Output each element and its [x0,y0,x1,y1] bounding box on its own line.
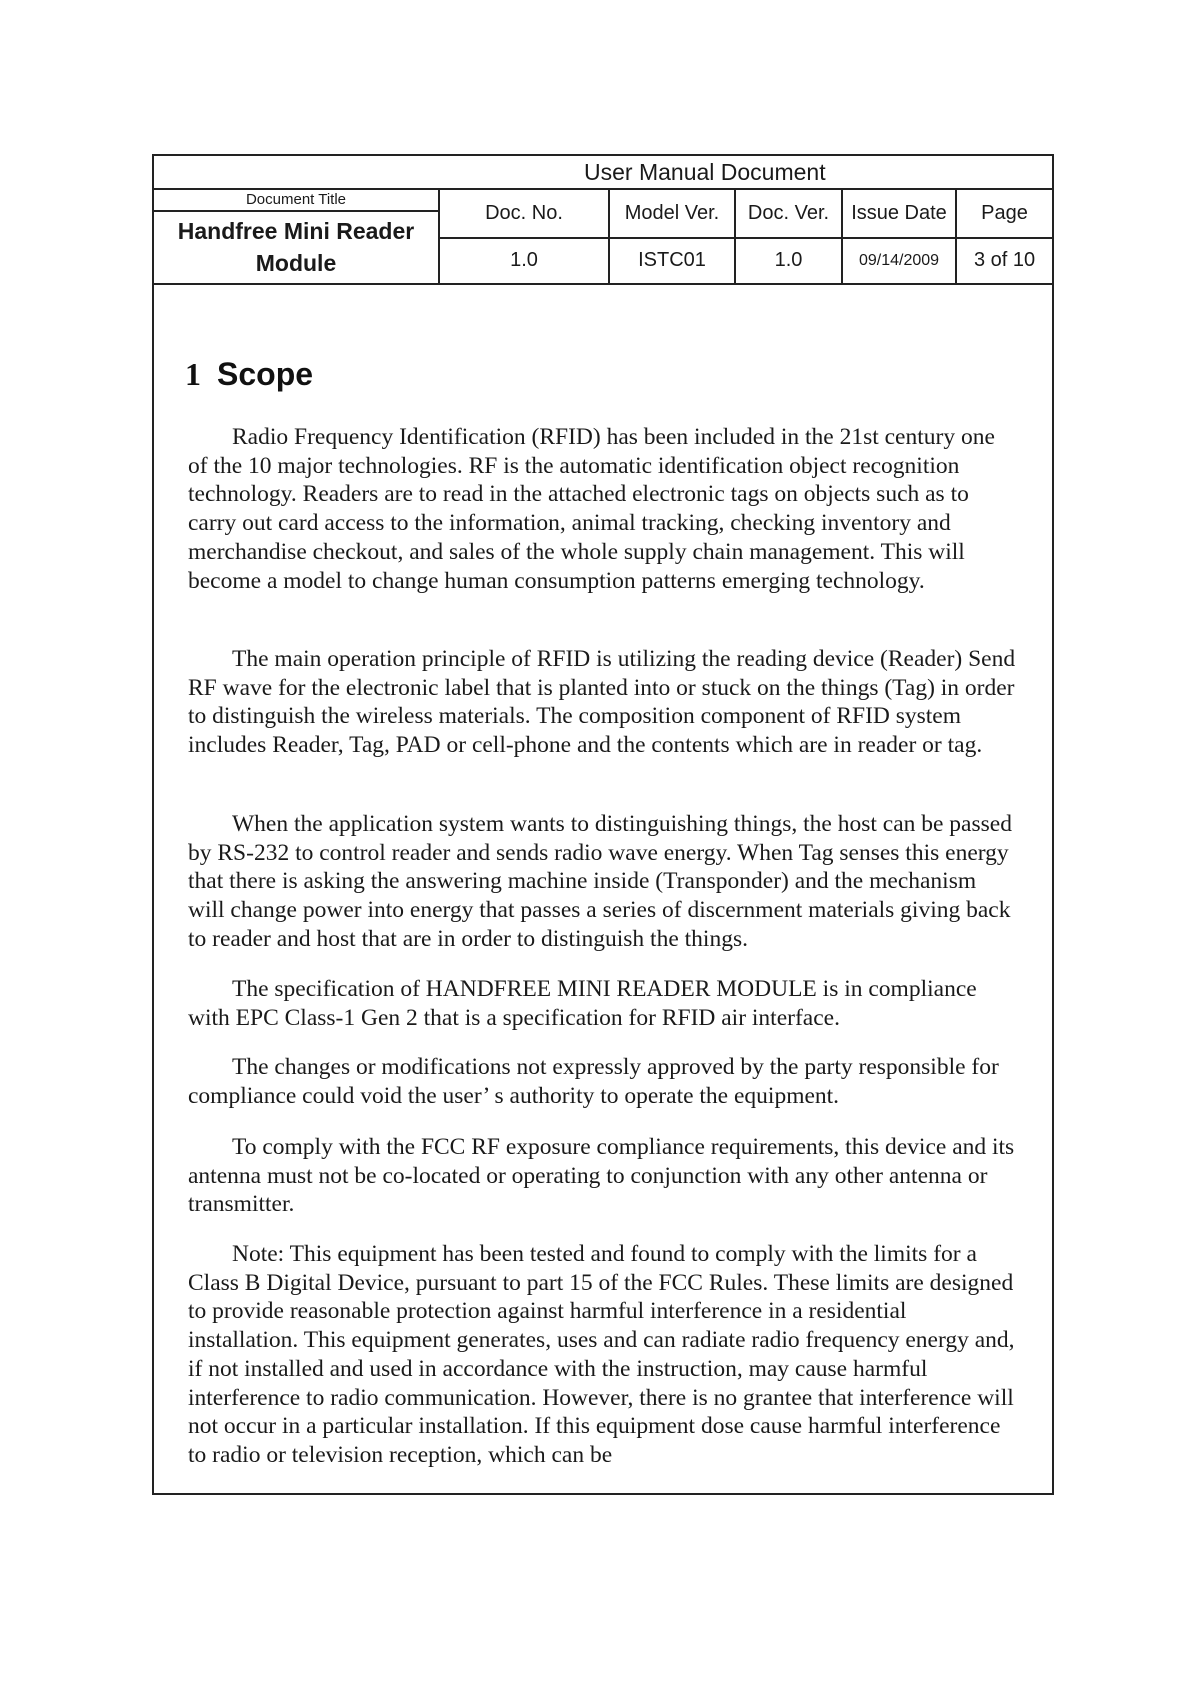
section-title: Scope [217,356,314,392]
paragraph-5 [188,1053,1018,1110]
doc-ver-header: Doc. Ver. [735,189,842,238]
model-ver-header: Model Ver. [609,189,735,238]
paragraph-1-text: Radio Frequency Identification (RFID) has been included in the 21st century one of the 10 major technologies. RF is the automatic identification object recognition technology. Readers are to read in the attached electronic tags on objects such as to carry out card access to the information, animal tracking, checking inventory and merchandise checkout, and sales of the whole supply chain management. This will become a model to change human consumption patterns emerging technology. [188,424,995,594]
doc-ver-value: 1.0 [735,238,842,285]
document-title-cell [154,189,439,284]
paragraph-6-text: To comply with the FCC RF exposure compliance requirements, this device and its antenna must not be co-located or operating to conjunction with any other antenna or transmitter. [188,1134,1015,1218]
paragraph-7 [188,1240,1018,1470]
doc-no-value: 1.0 [439,238,609,285]
paragraph-5-text: The changes or modifications not expressly approved by the party responsible for compliance could void the user’ s authority to operate the equipment. [188,1054,999,1109]
section-heading [185,356,313,393]
paragraph-2-text: The main operation principle of RFID is utilizing the reading device (Reader) Send RF wave for the electronic label that is planted into or stuck on the things (Tag) in order to distinguish the wireless materials. The composition component of RFID system includes Reader, Tag, PAD or cell-phone and the contents which are in reader or tag. [188,646,1016,759]
page-value: 3 of 10 [956,238,1052,285]
page-header: Page [956,189,1052,238]
document-header-table [154,156,1052,285]
paragraph-1 [188,423,1018,595]
issue-date-value: 09/14/2009 [842,238,956,285]
paragraph-3 [188,810,1018,954]
doc-no-header: Doc. No. [439,189,609,238]
paragraph-6 [188,1133,1018,1219]
paragraph-4-text: The specification of HANDFREE MINI READER MODULE is in compliance with EPC Class-1 Gen 2 that is a specification for RFID air interface. [188,976,977,1031]
paragraph-3-text: When the application system wants to distinguishing things, the host can be passed by RS-232 to control reader and sends radio wave energy. When Tag senses this energy that there is asking the answering machine inside (Transponder) and the mechanism will change power into energy that passes a series of discernment materials giving back to reader and host that are in order to distinguish the things. [188,811,1012,952]
model-ver-value: ISTC01 [609,238,735,285]
document-title-label: Document Title [154,190,438,212]
paragraph-7-text: Note: This equipment has been tested and found to comply with the limits for a Class B Digital Device, pursuant to part 15 of the FCC Rules. These limits are designed to provide reasonable protection against harmful interference in a residential installation. This equipment generates, uses and can radiate radio frequency energy and, if not installed and used in accordance with the instruction, may cause harmful interference to radio communication. However, there is no grantee that interference will not occur in a particular installation. If this equipment dose cause harmful interference to radio or television reception, which can be [188,1241,1015,1468]
document-title: Handfree Mini Reader Module [177,218,415,276]
paragraph-2 [188,645,1018,760]
paragraph-4 [188,975,1018,1032]
issue-date-header: Issue Date [842,189,956,238]
section-number: 1 [185,356,201,392]
user-manual-label: User Manual Document [154,156,1052,189]
